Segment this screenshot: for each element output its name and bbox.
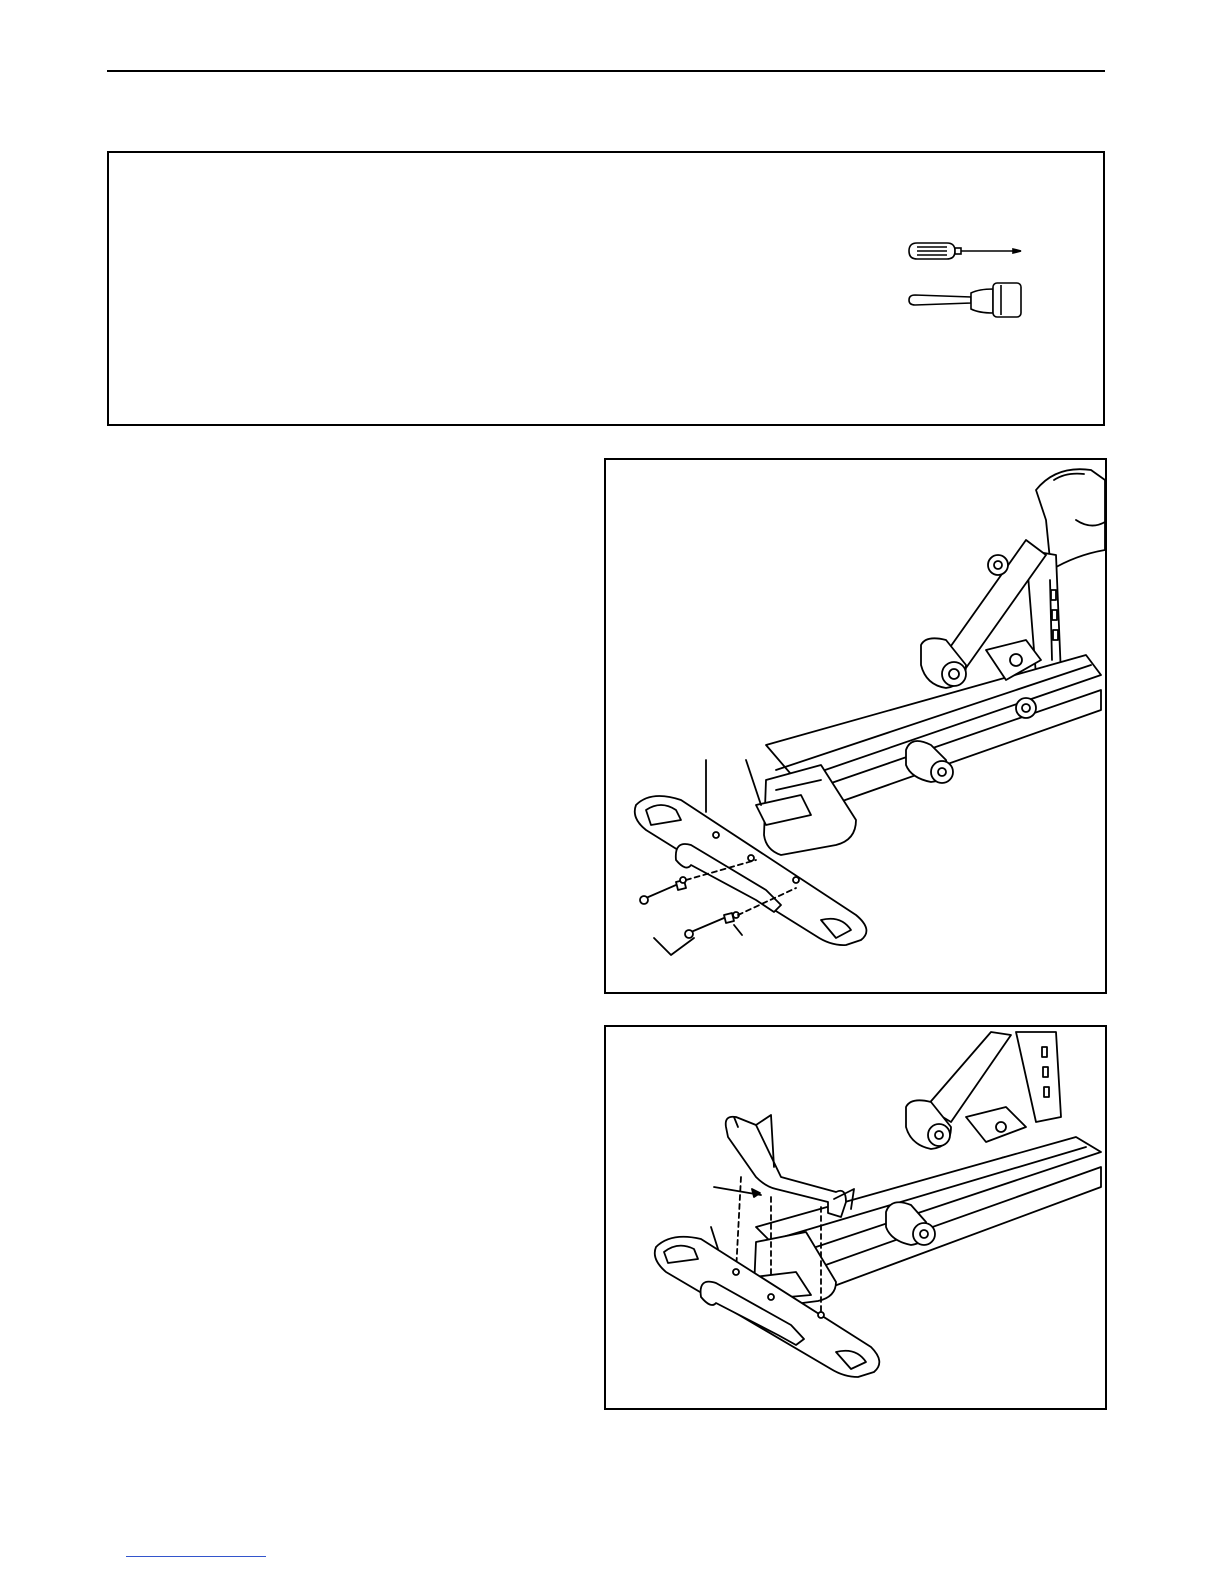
bolt-icon — [640, 880, 686, 904]
front-handle-assembly-illustration — [606, 1027, 1105, 1408]
footer-link-underline — [126, 1556, 266, 1557]
phillips-screwdriver-icon — [909, 243, 1021, 259]
tools-illustration — [109, 153, 1103, 424]
figure-1 — [604, 458, 1107, 994]
front-stabilizer-assembly-illustration — [606, 460, 1105, 992]
header-rule — [107, 70, 1105, 72]
rubber-mallet-icon — [909, 283, 1021, 317]
bolt-icon — [685, 913, 734, 938]
figure-2 — [604, 1025, 1107, 1410]
tools-box — [107, 151, 1105, 426]
